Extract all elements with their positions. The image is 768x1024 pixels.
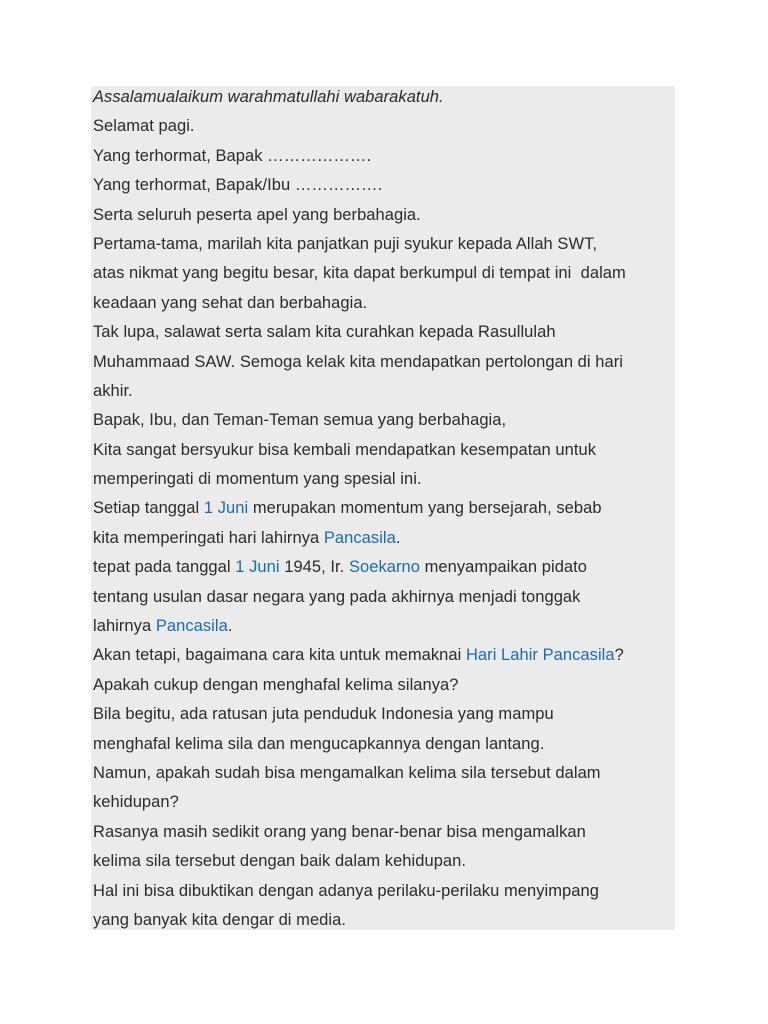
text-segment: Bila begitu, ada ratusan juta penduduk Indonesia yang mampu bbox=[93, 705, 554, 724]
text-line bbox=[93, 671, 693, 700]
text-line bbox=[93, 877, 693, 906]
text-segment: tepat pada tanggal bbox=[93, 558, 236, 577]
text-segment: Namun, apakah sudah bisa mengamalkan kelima sila tersebut dalam bbox=[93, 763, 601, 782]
text-segment: kelima sila tersebut dengan baik dalam kehidupan. bbox=[93, 852, 467, 871]
text-segment: Kita sangat bersyukur bisa kembali mendapatkan kesempatan untuk bbox=[93, 440, 597, 459]
text-segment: kehidupan? bbox=[93, 793, 179, 812]
text-line bbox=[93, 348, 693, 377]
text-line bbox=[93, 759, 693, 788]
text-segment: Assalamualaikum warahmatullahi wabarakatuh. bbox=[93, 88, 444, 106]
text-segment: Bapak, Ibu, dan Teman-Teman semua yang berbahagia, bbox=[93, 411, 507, 430]
text-segment: Yang terhormat, Bapak/Ibu ……………. bbox=[93, 176, 383, 195]
text-line bbox=[93, 83, 693, 112]
text-line bbox=[93, 377, 693, 406]
text-line bbox=[93, 465, 693, 494]
text-line bbox=[93, 436, 693, 465]
text-line bbox=[93, 641, 693, 670]
text-segment: Setiap tanggal bbox=[93, 499, 204, 518]
text-segment: 1945, Ir. bbox=[279, 558, 349, 577]
text-line bbox=[93, 171, 693, 200]
text-segment: Muhammaad SAW. Semoga kelak kita mendapatkan pertolongan di hari bbox=[93, 352, 623, 371]
text-segment: Pertama-tama, marilah kita panjatkan puji syukur kepada Allah SWT, bbox=[93, 234, 598, 253]
hyperlink[interactable]: 1 Juni bbox=[203, 499, 249, 518]
text-segment: akhir. bbox=[93, 381, 133, 400]
text-line bbox=[93, 494, 693, 523]
text-line bbox=[93, 142, 693, 171]
text-segment: Yang terhormat, Bapak ………………. bbox=[93, 146, 372, 165]
text-line bbox=[93, 112, 693, 141]
text-line bbox=[93, 553, 693, 582]
text-line bbox=[93, 201, 693, 230]
hyperlink[interactable]: Pancasila bbox=[323, 528, 396, 547]
text-line bbox=[93, 524, 693, 553]
text-segment: menghafal kelima sila dan mengucapkannya dengan lantang. bbox=[93, 734, 545, 753]
text-line bbox=[93, 318, 693, 347]
document-body bbox=[93, 83, 693, 935]
text-segment: Hal ini bisa dibuktikan dengan adanya perilaku-perilaku menyimpang bbox=[93, 881, 599, 900]
text-segment: memperingati di momentum yang spesial ini. bbox=[93, 470, 422, 489]
text-segment: Akan tetapi, bagaimana cara kita untuk memaknai bbox=[93, 646, 466, 665]
text-segment: ? bbox=[614, 646, 624, 665]
hyperlink[interactable]: 1 Juni bbox=[235, 558, 280, 577]
text-segment: keadaan yang sehat dan berbahagia. bbox=[93, 293, 368, 312]
text-line bbox=[93, 406, 693, 435]
text-line bbox=[93, 230, 693, 259]
text-line bbox=[93, 583, 693, 612]
text-segment: Apakah cukup dengan menghafal kelima silanya? bbox=[93, 675, 459, 694]
text-segment: kita memperingati hari lahirnya bbox=[93, 528, 324, 547]
text-segment: Serta seluruh peserta apel yang berbahagia. bbox=[93, 205, 421, 224]
text-segment: . bbox=[395, 528, 401, 547]
text-segment: Rasanya masih sedikit orang yang benar-benar bisa mengamalkan bbox=[93, 822, 586, 841]
text-line bbox=[93, 788, 693, 817]
text-segment: atas nikmat yang begitu besar, kita dapat berkumpul di tempat ini dalam bbox=[93, 264, 626, 283]
text-segment: menyampaikan pidato bbox=[420, 558, 588, 577]
text-line bbox=[93, 906, 693, 935]
text-segment: tentang usulan dasar negara yang pada akhirnya menjadi tonggak bbox=[93, 587, 581, 606]
text-segment: lahirnya bbox=[93, 617, 156, 636]
text-line bbox=[93, 259, 693, 288]
text-segment: merupakan momentum yang bersejarah, sebab bbox=[248, 499, 602, 518]
hyperlink[interactable]: Hari Lahir Pancasila bbox=[465, 646, 615, 665]
text-segment: Selamat pagi. bbox=[93, 117, 195, 136]
text-segment: yang banyak kita dengar di media. bbox=[93, 910, 346, 929]
hyperlink[interactable]: Pancasila bbox=[155, 617, 228, 636]
text-line bbox=[93, 730, 693, 759]
text-line bbox=[93, 612, 693, 641]
text-segment: . bbox=[227, 617, 233, 636]
text-segment: Tak lupa, salawat serta salam kita curahkan kepada Rasullulah bbox=[93, 323, 556, 342]
text-line bbox=[93, 289, 693, 318]
text-line bbox=[93, 818, 693, 847]
text-line bbox=[93, 700, 693, 729]
hyperlink[interactable]: Soekarno bbox=[348, 558, 420, 577]
text-line bbox=[93, 847, 693, 876]
